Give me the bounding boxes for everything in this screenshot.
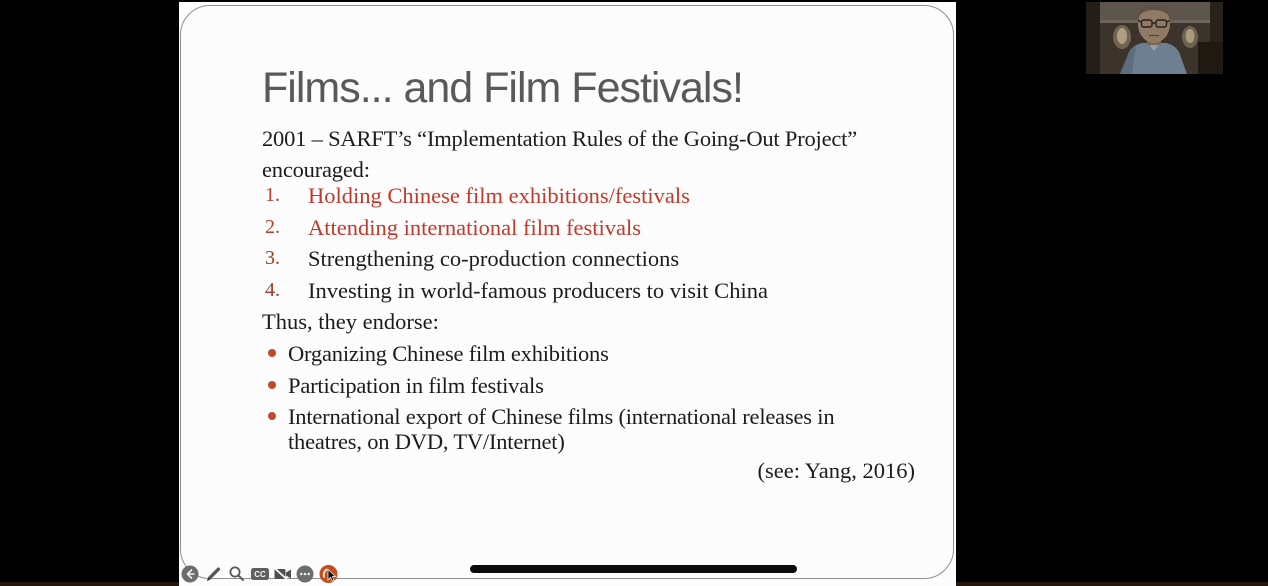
back-button[interactable]	[180, 564, 201, 584]
bullet-item	[262, 404, 902, 454]
zoom-icon	[226, 564, 247, 584]
slide-title: Films... and Film Festivals!	[262, 64, 743, 112]
bullet-item-text: International export of Chinese films (international releases in theatres, on DVD, TV/Internet)	[288, 404, 835, 454]
bullet-item-text: Participation in film festivals	[288, 372, 544, 398]
pointer-tool-button[interactable]	[318, 564, 339, 584]
endorse-heading: Thus, they endorse:	[262, 309, 439, 334]
list-item-text: Investing in world-famous producers to visit China	[308, 277, 768, 303]
screen-share-area	[179, 2, 956, 586]
list-item-text: Strengthening co-production connections	[308, 246, 680, 271]
list-item	[265, 183, 885, 208]
list-item	[265, 215, 885, 240]
list-item-number: 2.	[265, 215, 280, 238]
slide-intro-text: 2001 – SARFT’s “Implementation Rules of the Going-Out Project” encouraged:	[262, 126, 858, 182]
list-item-text: Holding Chinese film exhibitions/festivals	[308, 183, 690, 208]
participant-video	[1086, 2, 1223, 74]
pointer-tool-icon	[318, 564, 340, 584]
video-off-icon	[272, 564, 295, 584]
bullet-dot-icon	[268, 412, 276, 420]
svg-text:CC: CC	[254, 570, 266, 579]
back-icon	[180, 564, 201, 584]
closed-captions-button[interactable]	[249, 564, 270, 584]
more-options-button[interactable]	[295, 564, 316, 584]
list-item-number: 1.	[265, 184, 280, 206]
citation: (see: Yang, 2016)	[757, 458, 915, 483]
video-off-button[interactable]	[272, 564, 293, 584]
list-item-number: 3.	[265, 247, 280, 269]
list-item-text: Attending international film festivals	[308, 214, 642, 240]
bullet-item	[262, 373, 902, 398]
pen-button[interactable]	[203, 564, 224, 584]
annotation-toolbar	[180, 564, 339, 584]
list-item	[265, 278, 885, 303]
bullet-item-text: Organizing Chinese film exhibitions	[288, 341, 609, 366]
cc-icon	[249, 564, 271, 584]
bullet-item	[262, 341, 902, 366]
bullet-list	[262, 341, 902, 461]
webcam-thumbnail[interactable]	[1086, 2, 1223, 74]
zoom-button[interactable]	[226, 564, 247, 584]
pen-icon	[203, 564, 224, 584]
list-item-number: 4.	[265, 278, 280, 301]
more-options-icon	[295, 564, 316, 584]
progress-indicator	[470, 565, 797, 573]
bullet-dot-icon	[268, 349, 276, 357]
bullet-dot-icon	[268, 381, 276, 389]
numbered-list	[265, 183, 885, 309]
list-item	[265, 246, 885, 271]
